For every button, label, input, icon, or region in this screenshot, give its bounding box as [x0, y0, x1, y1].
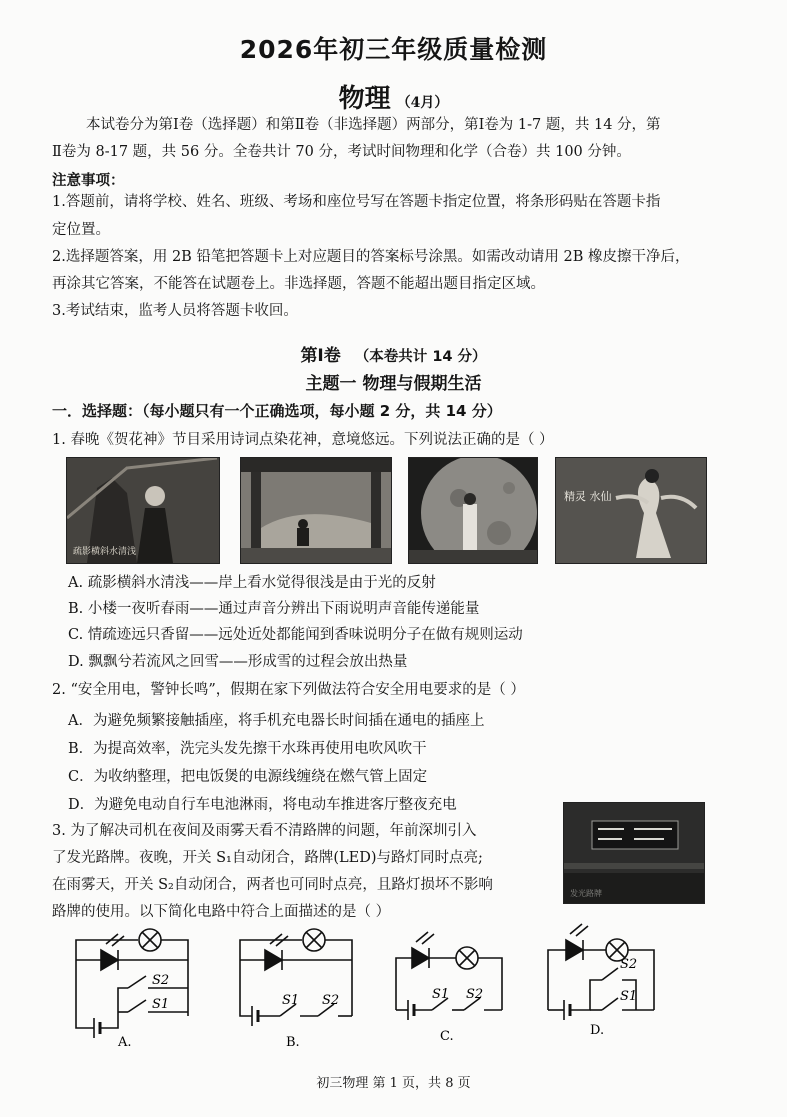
theme-heading: 主题一 物理与假期生活 [305, 374, 482, 394]
circuit-d-s1-label: S1 [620, 989, 638, 1004]
q3-photo-caption: 发光路牌 [570, 889, 602, 898]
circuit-a-s1-label: S1 [152, 997, 170, 1012]
q2-stem: 2. “安全用电，警钟长鸣”，假期在家下列做法符合安全用电要求的是（ ） [52, 682, 525, 698]
circuit-c-s1-label: S1 [432, 987, 450, 1002]
q1-option-d: D. 飘飘兮若流风之回雪——形成雪的过程会放出热量 [68, 654, 408, 670]
notice-item-1a: 1.答题前，请将学校、姓名、班级、考场和座位号写在答题卡指定位置，将条形码贴在答题卡指 [52, 194, 661, 210]
notice-item-2b: 再涂其它答案，不能答在试题卷上。非选择题，答题不能超出题目指定区域。 [52, 276, 545, 292]
notice-heading: 注意事项： [52, 173, 125, 189]
intro-line-1: 本试卷分为第Ⅰ卷（选择题）和第Ⅱ卷（非选择题）两部分，第Ⅰ卷为 1-7 题，共 14 分，第 [86, 117, 661, 133]
exam-title: 2026年初三年级质量检测 [239, 35, 548, 64]
part1-heading [0, 343, 787, 371]
q1-option-c: C. 情疏迹远只香留——远处近处都能闻到香味说明分子在做有规则运动 [68, 627, 523, 643]
q3-line-4: 路牌的使用。以下简化电路中符合上面描述的是（ ） [52, 904, 391, 920]
q1-option-b: B. 小楼一夜听春雨——通过声音分辨出下雨说明声音能传递能量 [68, 601, 480, 617]
q2-option-c: C．为收纳整理，把电饭煲的电源线缠绕在燃气管上固定 [68, 769, 428, 785]
q3-line-2: 了发光路牌。夜晚，开关 S₁自动闭合，路牌(LED)与路灯同时点亮; [52, 850, 483, 866]
q1-photo-4 [555, 457, 707, 564]
notice-item-3: 3.考试结束，监考人员将答题卡收回。 [52, 303, 298, 319]
circuit-c-s2-label: S2 [466, 987, 484, 1002]
q2-option-a: A．为避免频繁接触插座，将手机充电器长时间插在通电的插座上 [68, 713, 485, 729]
circuit-b [230, 920, 360, 1054]
q3-line-1: 3. 为了解决司机在夜间及雨雾天看不清路牌的问题，年前深圳引入 [52, 823, 477, 839]
q1-photo-1-image [67, 458, 219, 563]
subject-name: 物理 [338, 84, 391, 114]
q2-option-b: B．为提高效率，洗完头发先擦干水珠再使用电吹风吹干 [68, 741, 427, 757]
circuit-c-label: C. [440, 1029, 454, 1044]
q1-photo-4-image [556, 458, 706, 563]
q3-photo-road-sign-image [564, 803, 704, 903]
q3-line-3: 在雨雾天，开关 S₂自动闭合，两者也可同时点亮，且路灯损坏不影响 [52, 877, 493, 893]
notice-item-2a: 2.选择题答案，用 2B 铅笔把答题卡上对应题目的答案标号涂黑。如需改动请用 2B 橡皮擦干净后， [52, 249, 690, 265]
circuit-b-s1-label: S1 [282, 993, 300, 1008]
q1-photo-2 [240, 457, 392, 564]
circuit-b-label: B. [286, 1035, 300, 1050]
circuit-d-diagram [540, 920, 670, 1050]
q1-photo-1 [66, 457, 220, 564]
q1-stem: 1. 春晚《贺花神》节目采用诗词点染花神，意境悠远。下列说法正确的是（ ） [52, 432, 554, 448]
q1-option-a: A. 疏影横斜水清浅——岸上看水觉得很浅是由于光的反射 [68, 575, 436, 591]
circuit-a-diagram [66, 920, 196, 1050]
circuit-d-label: D. [590, 1023, 605, 1038]
circuit-c [386, 920, 516, 1054]
circuit-a-label: A. [118, 1035, 132, 1050]
circuit-a [66, 920, 196, 1054]
q1-photo-3-image [409, 458, 537, 563]
q2-option-d: D．为避免电动自行车电池淋雨，将电动车推进客厅整夜充电 [68, 797, 457, 813]
circuit-b-diagram [230, 920, 360, 1050]
subject-line [0, 78, 787, 115]
intro-line-2: Ⅱ卷为 8-17 题，共 56 分。全卷共计 70 分，考试时间物理和化学（合卷）共 100 分钟。 [52, 144, 631, 160]
q1-photo-1-caption: 疏影横斜水清浅 [73, 547, 137, 557]
q1-photo-2-image [241, 458, 391, 563]
circuit-a-s2-label: S2 [152, 973, 170, 988]
subject-month: （4月） [396, 95, 449, 111]
page-footer: 初三物理 第 1 页，共 8 页 [316, 1076, 471, 1091]
circuit-b-s2-label: S2 [322, 993, 340, 1008]
circuit-d-s2-label: S2 [620, 957, 638, 972]
section-heading: 一．选择题：（每小题只有一个正确选项，每小题 2 分，共 14 分） [52, 402, 502, 420]
q1-photo-4-caption: 精灵 水仙 [564, 490, 612, 503]
q3-photo-road-sign [563, 802, 705, 904]
part1-title: 第Ⅰ卷 [300, 346, 341, 366]
notice-item-1b: 定位置。 [52, 222, 110, 238]
circuit-c-diagram [386, 920, 516, 1050]
circuit-d [540, 920, 670, 1054]
q1-photo-3 [408, 457, 538, 564]
part1-note: （本卷共计 14 分） [354, 349, 487, 365]
